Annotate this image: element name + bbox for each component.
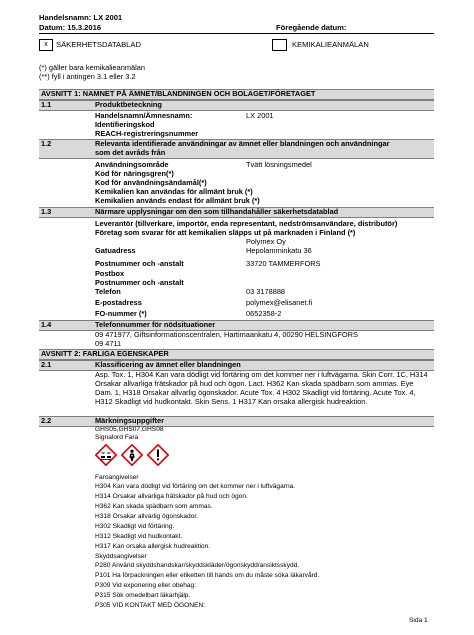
note-line: (*) gäller bara kemikalieanmälan	[39, 63, 145, 72]
field-value: polymex@elisanet.fi	[246, 298, 313, 307]
field-label: Handelsnamn/Ämnesnamn:	[95, 111, 193, 120]
field-label: Kod för användningsändamål(*)	[95, 178, 207, 187]
field-value: Polymex Oy	[246, 237, 286, 246]
health-hazard-icon	[121, 444, 143, 466]
previous-date-header: Föregående datum:	[276, 23, 347, 32]
hazard-statement: H317 Kan orsaka allergisk hudreaktion.	[95, 543, 211, 550]
field-value: Hepolamminkatu 36	[246, 246, 312, 255]
page-number: Sida 1	[409, 617, 428, 624]
hazard-statement: H312 Skadligt vid hudkontakt.	[95, 533, 183, 540]
field-label: Postnummer och -anstalt	[95, 259, 184, 268]
trade-name-header: Handelsnamn: LX 2001	[39, 13, 123, 22]
precaution-statement: P315 Sök omedelbart läkarhjälp.	[95, 592, 191, 599]
hazard-statement: H302 Skadligt vid förtäring.	[95, 523, 175, 530]
field-value: 0652358-2	[246, 309, 282, 318]
subsection-heading: Relevanta identifierade användningar av ämnet eller blandningen och användningar	[95, 139, 390, 148]
field-label: Användningsområde	[95, 160, 169, 169]
emergency-phone-line: 09 4711	[95, 339, 122, 348]
precaution-statement: P309 Vid exponering eller obehag:	[95, 582, 197, 589]
subsection-heading: som det avråds från	[95, 148, 166, 157]
sds-label: SÄKERHETSDATABLAD	[56, 40, 141, 49]
subsection-heading: Produktbeteckning	[95, 100, 162, 109]
chemical-notification-checkbox[interactable]	[272, 39, 287, 51]
subsection-heading: Närmare upplysningar om den som tillhandahåller säkerhetsdatablad	[95, 207, 339, 216]
field-label: E-postadress	[95, 298, 142, 307]
field-label: REACH-registreringsnummer	[95, 129, 199, 138]
note-line: (**) fyll i antingen 3.1 eller 3.2	[39, 72, 136, 81]
subsection-heading: Märkningsuppgifter	[95, 416, 164, 425]
section-1-title: AVSNITT 1: NAMNET PÅ ÄMNET/BLANDNINGEN OCH BOLAGET/FÖRETAGET	[41, 89, 316, 98]
field-label: Postnummer och -anstalt	[95, 278, 184, 287]
subsection-number: 2.1	[41, 360, 52, 369]
field-label: Kemikalien kan användas för allmänt bruk (*)	[95, 187, 253, 196]
field-label: Kod för näringsgren(*)	[95, 169, 174, 178]
field-label: Postbox	[95, 269, 125, 278]
signal-word: Signalord Fara	[95, 434, 139, 441]
field-label: Telefon	[95, 287, 121, 296]
subsection-number: 1.4	[41, 320, 52, 329]
precaution-heading: Skyddsangivelser	[95, 553, 147, 560]
field-label: Gatuadress	[95, 246, 136, 255]
field-value: Tvätt lösningsmedel	[246, 160, 312, 169]
precaution-statement: P280 Använd skyddshandskar/skyddskläder/ögonskydd/ansiktsskydd.	[95, 562, 300, 569]
hazard-statement: H362 Kan skada spädbarn som ammas.	[95, 503, 213, 510]
subsection-number: 1.2	[41, 139, 52, 148]
field-value: 03 3178888	[246, 287, 286, 296]
hazard-statement: H304 Kan vara dödligt vid förtäring om det kommer ner i luftvägarna.	[95, 483, 296, 490]
classification-text: Asp. Tox. 1, H304 Kan vara dödligt vid förtäring om det kommer ner i luftvägarna. Skin Corr. 1C, H314 Orsakar allvarliga frätskador på hud och ögon. Lact. H362 Kan skada spädbarn som ammas. Eye Dam. 1, H318 Orsakar allvarlig ögonskador. Acute Tox. 4 H302 Skadligt vid förtäring. Acute Tox. 4, H312 Skadligt vid hudkontakt. Skin Sens. 1 H317 Kan orsaka allergisk hudreaktion.	[95, 370, 428, 406]
hazard-heading: Faroangivelser	[95, 474, 139, 481]
corrosion-icon	[95, 444, 117, 466]
section-2-title: AVSNITT 2: FARLIGA EGENSKAPER	[41, 349, 169, 358]
subsection-number: 1.1	[41, 100, 52, 109]
ghs-codes: GHS05,GHS07,GHS08	[95, 426, 164, 433]
emergency-phone-line: 09 471977, Giftsinformationscentralen, Hartimaankatu 4, 00290 HELSINGFORS	[95, 330, 358, 339]
subsection-number: 2.2	[41, 416, 52, 425]
subsection-heading: Telefonnummer för nödsituationer	[95, 320, 216, 329]
header-rule	[39, 33, 434, 34]
field-label: Identifieringskod	[95, 120, 155, 129]
field-label: Företag som svarar för att kemikalien släpps ut på marknaden i Finland (*)	[95, 228, 356, 237]
field-label: Kemikalien används endast för allmänt bruk (*)	[95, 196, 260, 205]
subsection-number: 1.3	[41, 207, 52, 216]
field-label: FO-nummer (*)	[95, 309, 147, 318]
date-header: Datum: 15.3.2016	[39, 23, 102, 32]
hazard-statement: H314 Orsakar allvarliga frätskador på hud och ögon.	[95, 493, 248, 500]
sds-check-mark: x	[44, 41, 48, 48]
subsection-heading: Klassificering av ämnet eller blandningen	[95, 360, 241, 369]
precaution-statement: P101 Ha förpackningen eller etiketten till hands om du måste söka läkarvård.	[95, 572, 320, 579]
exclamation-mark-icon	[147, 444, 169, 466]
chemical-notification-label: KEMIKALIEANMÄLAN	[292, 40, 369, 49]
precaution-statement: P305 VID KONTAKT MED ÖGONEN:	[95, 602, 206, 609]
field-value: LX 2001	[246, 111, 274, 120]
sds-checkbox[interactable]	[39, 39, 53, 51]
hazard-statement: H318 Orsakar allvarlig ögonskador.	[95, 513, 198, 520]
field-label: Leverantör (tillverkare, importör, enda representant, nedströmsanvändare, distributör)	[95, 219, 398, 228]
field-value: 33720 TAMMERFORS	[246, 259, 321, 268]
